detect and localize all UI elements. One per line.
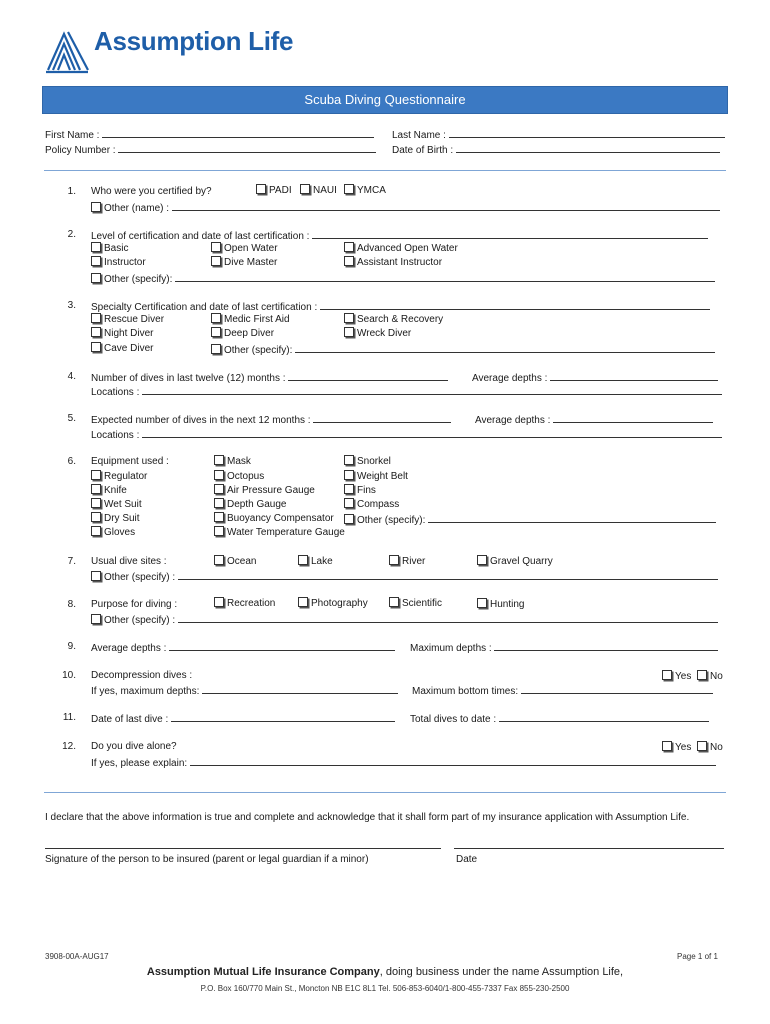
checkbox-icon bbox=[477, 598, 487, 608]
q12-yes-option[interactable]: Yes bbox=[662, 741, 691, 755]
q3-option-medic[interactable]: Medic First Aid bbox=[211, 313, 290, 327]
q11-number: 11. bbox=[62, 712, 76, 723]
q10-max-depth-field[interactable]: If yes, maximum depths: bbox=[91, 683, 398, 699]
checkbox-icon bbox=[91, 498, 101, 508]
checkbox-icon bbox=[91, 571, 101, 581]
checkbox-icon bbox=[91, 484, 101, 494]
q7-option-river[interactable]: River bbox=[389, 555, 425, 569]
checkbox-icon bbox=[662, 741, 672, 751]
q3-option-deep[interactable]: Deep Diver bbox=[211, 327, 274, 341]
q7-option-gravel-quarry[interactable]: Gravel Quarry bbox=[477, 555, 553, 569]
q2-other-field[interactable]: Other (specify): bbox=[91, 271, 715, 287]
checkbox-icon bbox=[662, 670, 672, 680]
q11-date-field[interactable]: Date of last dive : bbox=[91, 711, 395, 727]
company-name: Assumption Mutual Life Insurance Company bbox=[146, 966, 380, 978]
q10-bottom-time-field[interactable]: Maximum bottom times: bbox=[412, 683, 713, 699]
q12-no-option[interactable]: No bbox=[697, 741, 723, 755]
checkbox-icon bbox=[214, 498, 224, 508]
q6-option-wet-suit[interactable]: Wet Suit bbox=[91, 498, 142, 512]
checkbox-icon bbox=[697, 741, 707, 751]
checkbox-icon bbox=[214, 526, 224, 536]
q6-option-octopus[interactable]: Octopus bbox=[214, 470, 264, 484]
brand-name: Assumption Life bbox=[94, 26, 294, 56]
checkbox-icon bbox=[214, 470, 224, 480]
q6-number: 6. bbox=[67, 456, 76, 467]
checkbox-icon bbox=[214, 484, 224, 494]
checkbox-icon bbox=[91, 242, 101, 252]
q10-number: 10. bbox=[62, 670, 76, 681]
checkbox-icon bbox=[344, 242, 354, 252]
q6-label: Equipment used : bbox=[91, 456, 169, 467]
q3-option-rescue[interactable]: Rescue Diver bbox=[91, 313, 164, 327]
page-number: Page 1 of 1 bbox=[677, 952, 718, 961]
date-label: Date bbox=[456, 854, 478, 865]
q8-number: 8. bbox=[67, 599, 76, 610]
signature-label: Signature of the person to be insured (parent or legal guardian if a minor) bbox=[45, 854, 369, 865]
q3-option-wreck[interactable]: Wreck Diver bbox=[344, 327, 411, 341]
stacked-triangle-logo-icon bbox=[44, 26, 90, 74]
q6-option-mask[interactable]: Mask bbox=[214, 455, 251, 469]
q10-yes-option[interactable]: Yes bbox=[662, 670, 691, 684]
company-address: P.O. Box 160/770 Main St., Moncton NB E1C 8L1 Tel. 506-853-6040/1-800-455-7337 Fax 855-230-2500 bbox=[200, 984, 570, 993]
checkbox-icon bbox=[697, 670, 707, 680]
checkbox-icon bbox=[214, 512, 224, 522]
q6-option-knife[interactable]: Knife bbox=[91, 484, 127, 498]
q5-locations-field[interactable]: Locations : bbox=[91, 427, 722, 443]
checkbox-icon bbox=[91, 512, 101, 522]
checkbox-icon bbox=[298, 555, 308, 565]
q3-option-night[interactable]: Night Diver bbox=[91, 327, 153, 341]
divider bbox=[44, 792, 726, 793]
q8-option-photography[interactable]: Photography bbox=[298, 597, 368, 611]
checkbox-icon bbox=[344, 498, 354, 508]
checkbox-icon bbox=[211, 344, 221, 354]
q2-option-instructor[interactable]: Instructor bbox=[91, 256, 146, 270]
form-code: 3908-00A-AUG17 bbox=[45, 952, 109, 961]
q9-average-field[interactable]: Average depths : bbox=[91, 640, 395, 656]
q6-option-regulator[interactable]: Regulator bbox=[91, 470, 147, 484]
q12-label: Do you dive alone? bbox=[91, 741, 177, 752]
checkbox-icon bbox=[344, 514, 354, 524]
checkbox-icon bbox=[298, 597, 308, 607]
q2-option-open-water[interactable]: Open Water bbox=[211, 242, 278, 256]
checkbox-icon bbox=[477, 555, 487, 565]
q4-locations-field[interactable]: Locations : bbox=[91, 384, 722, 400]
q6-option-fins[interactable]: Fins bbox=[344, 484, 376, 498]
first-name-label: First Name : bbox=[45, 130, 100, 141]
q6-option-air-gauge[interactable]: Air Pressure Gauge bbox=[214, 484, 315, 498]
checkbox-icon bbox=[344, 256, 354, 266]
checkbox-icon bbox=[389, 597, 399, 607]
q6-other-field[interactable]: Other (specify): bbox=[344, 512, 716, 528]
q6-option-snorkel[interactable]: Snorkel bbox=[344, 455, 391, 469]
q7-number: 7. bbox=[67, 556, 76, 567]
q10-label: Decompression dives : bbox=[91, 670, 193, 681]
date-field[interactable] bbox=[454, 838, 724, 854]
q8-other-field[interactable]: Other (specify) : bbox=[91, 612, 718, 628]
q1-option-ymca[interactable]: YMCA bbox=[344, 184, 386, 198]
policy-number-field[interactable] bbox=[45, 142, 376, 158]
checkbox-icon bbox=[344, 184, 354, 194]
q3-number: 3. bbox=[67, 300, 76, 311]
checkbox-icon bbox=[214, 455, 224, 465]
checkbox-icon bbox=[211, 313, 221, 323]
q6-option-bcd[interactable]: Buoyancy Compensator bbox=[214, 512, 334, 526]
q9-number: 9. bbox=[67, 641, 76, 652]
brand-logo bbox=[44, 26, 304, 76]
q7-option-ocean[interactable]: Ocean bbox=[214, 555, 256, 569]
signature-field[interactable] bbox=[45, 838, 441, 854]
checkbox-icon bbox=[91, 273, 101, 283]
checkbox-icon bbox=[344, 313, 354, 323]
q6-option-gloves[interactable]: Gloves bbox=[91, 526, 135, 540]
checkbox-icon bbox=[300, 184, 310, 194]
q2-option-dive-master[interactable]: Dive Master bbox=[211, 256, 277, 270]
q1-option-padi[interactable]: PADI bbox=[256, 184, 292, 198]
q1-option-naui[interactable]: NAUI bbox=[300, 184, 337, 198]
checkbox-icon bbox=[91, 342, 101, 352]
declaration-text: I declare that the above information is true and complete and acknowledge that it shall form part of my insurance application with Assumption Life. bbox=[45, 812, 690, 823]
q4-number: 4. bbox=[67, 371, 76, 382]
checkbox-icon bbox=[389, 555, 399, 565]
checkbox-icon bbox=[91, 313, 101, 323]
checkbox-icon bbox=[211, 256, 221, 266]
checkbox-icon bbox=[211, 327, 221, 337]
q7-option-lake[interactable]: Lake bbox=[298, 555, 333, 569]
checkbox-icon bbox=[91, 526, 101, 536]
q6-option-temp-gauge[interactable]: Water Temperature Gauge bbox=[214, 526, 345, 540]
q8-option-hunting[interactable]: Hunting bbox=[477, 598, 524, 612]
q9-max-field[interactable]: Maximum depths : bbox=[410, 640, 718, 656]
first-name-field[interactable] bbox=[45, 127, 374, 143]
checkbox-icon bbox=[91, 256, 101, 266]
q7-label: Usual dive sites : bbox=[91, 556, 167, 567]
checkbox-icon bbox=[344, 455, 354, 465]
q6-option-dry-suit[interactable]: Dry Suit bbox=[91, 512, 140, 526]
q3-label: Specialty Certification and date of last certification : bbox=[91, 302, 318, 313]
q8-label: Purpose for diving : bbox=[91, 599, 178, 610]
q11-total-field[interactable]: Total dives to date : bbox=[410, 711, 709, 727]
q2-option-basic[interactable]: Basic bbox=[91, 242, 128, 256]
checkbox-icon bbox=[91, 614, 101, 624]
q2-number: 2. bbox=[67, 229, 76, 240]
q4-average-field[interactable]: Average depths : bbox=[472, 370, 718, 386]
checkbox-icon bbox=[344, 327, 354, 337]
q3-other-field[interactable]: Other (specify): bbox=[211, 342, 715, 358]
q5-average-field[interactable]: Average depths : bbox=[475, 412, 713, 428]
q3-option-cave[interactable]: Cave Diver bbox=[91, 342, 153, 356]
q6-option-depth-gauge[interactable]: Depth Gauge bbox=[214, 498, 287, 512]
q7-other-field[interactable]: Other (specify) : bbox=[91, 569, 718, 585]
checkbox-icon bbox=[91, 202, 101, 212]
q4-dives-field[interactable]: Number of dives in last twelve (12) months : bbox=[91, 370, 448, 386]
q5-dives-field[interactable]: Expected number of dives in the next 12 months : bbox=[91, 412, 451, 428]
date-of-birth-label: Date of Birth : bbox=[392, 145, 454, 156]
checkbox-icon bbox=[214, 597, 224, 607]
date-of-birth-field[interactable] bbox=[392, 142, 720, 158]
q8-option-recreation[interactable]: Recreation bbox=[214, 597, 275, 611]
q2-label: Level of certification and date of last certification : bbox=[91, 231, 310, 242]
q2-option-advanced[interactable]: Advanced Open Water bbox=[344, 242, 458, 256]
q10-no-option[interactable]: No bbox=[697, 670, 723, 684]
q1-other-field[interactable]: Other (name) : bbox=[91, 200, 720, 216]
q6-option-compass[interactable]: Compass bbox=[344, 498, 399, 512]
q1-number: 1. bbox=[67, 186, 76, 197]
q5-number: 5. bbox=[67, 413, 76, 424]
q8-option-scientific[interactable]: Scientific bbox=[389, 597, 442, 611]
checkbox-icon bbox=[91, 470, 101, 480]
q3-option-search[interactable]: Search & Recovery bbox=[344, 313, 443, 327]
q1-label: Who were you certified by? bbox=[91, 186, 212, 197]
q12-explain-field[interactable]: If yes, please explain: bbox=[91, 755, 716, 771]
checkbox-icon bbox=[344, 484, 354, 494]
q2-option-assistant[interactable]: Assistant Instructor bbox=[344, 256, 442, 270]
company-suffix: , doing business under the name Assumption Life, bbox=[379, 966, 624, 978]
q12-number: 12. bbox=[62, 741, 76, 752]
company-line bbox=[0, 965, 770, 979]
divider bbox=[44, 170, 726, 171]
form-title: Scuba Diving Questionnaire bbox=[42, 86, 728, 114]
checkbox-icon bbox=[256, 184, 266, 194]
last-name-field[interactable] bbox=[392, 127, 725, 143]
q6-option-weight-belt[interactable]: Weight Belt bbox=[344, 470, 408, 484]
checkbox-icon bbox=[211, 242, 221, 252]
checkbox-icon bbox=[214, 555, 224, 565]
checkbox-icon bbox=[91, 327, 101, 337]
last-name-label: Last Name : bbox=[392, 130, 446, 141]
checkbox-icon bbox=[344, 470, 354, 480]
policy-number-label: Policy Number : bbox=[45, 145, 116, 156]
